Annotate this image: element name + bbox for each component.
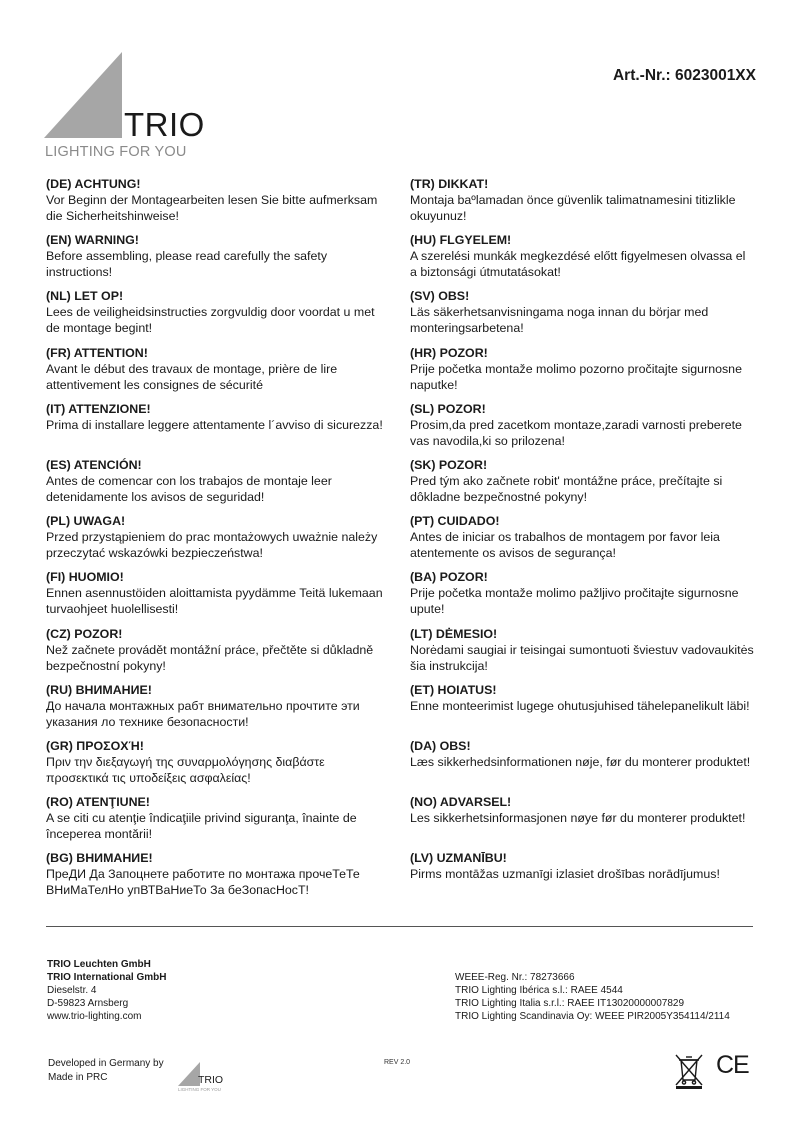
warning-text: Πριν την διεξαγωγή της συναρμολόγησης διαβάστε προσεκτικά τις υποδείξεις ασφαλείας! <box>46 754 325 785</box>
made-in: Made in PRC <box>48 1072 108 1083</box>
warning-heading: (NO) ADVARSEL! <box>410 795 512 810</box>
warnings-left-column <box>46 176 390 906</box>
warning-block <box>410 569 754 625</box>
warning-heading: (IT) ATTENZIONE! <box>46 401 151 416</box>
company-website[interactable]: www.trio-lighting.com <box>47 1011 142 1022</box>
warning-text: Les sikkerhetsinformasjonen nøye før du monterer produktet! <box>410 811 746 826</box>
warning-block <box>46 850 390 906</box>
registration-line: TRIO Lighting Ibérica s.l.: RAEE 4544 <box>455 985 623 996</box>
warning-block <box>46 738 390 794</box>
registration-line: TRIO Lighting Italia s.r.l.: RAEE IT13020000007829 <box>455 998 685 1009</box>
warning-heading: (TR) DIKKAT! <box>410 177 489 191</box>
warning-heading: (ES) ATENCIÓN! <box>46 457 142 472</box>
warning-block <box>46 232 390 288</box>
warning-block <box>410 682 754 738</box>
warning-block <box>46 401 390 457</box>
logo-tagline: LIGHTING FOR YOU <box>45 144 187 160</box>
warning-block <box>410 345 754 401</box>
warning-text: Norėdami saugiai ir teisingai sumontuoti šviestuv vadovaukitės šia instrukcija! <box>410 642 754 673</box>
warning-text: A szerelési munkák megkezdésé előtt figyelmesen olvassa el a biztonsági útmutatásokat! <box>410 249 746 280</box>
registration-numbers <box>455 971 752 1023</box>
warning-block <box>410 232 754 288</box>
warning-block <box>46 288 390 344</box>
developed-in: Developed in Germany by <box>48 1058 164 1069</box>
warning-heading: (FI) HUOMIO! <box>46 570 124 585</box>
warning-heading: (NL) LET OP! <box>46 289 124 304</box>
logo-word: TRIO <box>124 106 205 143</box>
warning-block <box>46 682 390 738</box>
ce-mark: CE <box>716 1051 749 1079</box>
warning-heading: (PT) CUIDADO! <box>410 514 500 529</box>
mini-logo-tagline: LIGHTING FOR YOU <box>178 1087 221 1092</box>
warning-block <box>46 176 390 232</box>
warning-heading: (HR) POZOR! <box>410 345 488 360</box>
registration-line: WEEE-Reg. Nr.: 78273666 <box>455 972 575 983</box>
revision-label: REV 2.0 <box>384 1059 411 1066</box>
warning-heading: (CZ) POZOR! <box>46 626 123 641</box>
warning-block <box>410 176 754 232</box>
warning-text: ПреДИ Да Запоцнете работите по монтажа прочеТеТе ВНиМаТелНо упВТВаНиеТо За беЗопасНосТ! <box>46 867 360 898</box>
warning-text: Prije početka montaže molimo pozorno pročitajte sigurnosne naputke! <box>410 361 742 392</box>
warnings-right-column <box>410 176 754 906</box>
company-city: D-59823 Arnsberg <box>47 998 129 1009</box>
warning-block <box>46 345 390 401</box>
warning-heading: (FR) ATTENTION! <box>46 345 148 360</box>
warning-heading: (DE) ACHTUNG! <box>46 177 141 191</box>
warning-block <box>410 738 754 794</box>
divider <box>46 926 753 927</box>
warning-text: До начала монтажных рабт внимательно прочтите эти указания ло технике безопасности! <box>46 698 360 729</box>
company-name-2: TRIO International GmbH <box>47 972 167 983</box>
warning-heading: (BG) ВНИМАНИЕ! <box>46 851 153 866</box>
warning-heading: (DA) OBS! <box>410 738 471 753</box>
warning-heading: (RU) ВНИМАНИЕ! <box>46 682 152 697</box>
warning-heading: (LV) UZMANĪBU! <box>410 851 507 866</box>
warning-block <box>410 626 754 682</box>
warning-heading: (EN) WARNING! <box>46 233 139 248</box>
warning-text: Vor Beginn der Montagearbeiten lesen Sie bitte aufmerksam die Sicherheitshinweise! <box>46 193 378 223</box>
warning-text: Before assembling, please read carefully the safety instructions! <box>46 249 328 280</box>
warning-block <box>46 794 390 850</box>
warning-block <box>410 457 754 513</box>
warning-heading: (RO) ATENŢIUNE! <box>46 795 150 810</box>
company-address <box>47 958 166 1023</box>
warning-heading: (GR) ΠΡΟΣΟΧΉ! <box>46 738 144 753</box>
warning-block <box>46 626 390 682</box>
warning-block <box>410 850 754 906</box>
warning-text: Lees de veiligheidsinstructies zorgvuldig door voordat u met de montage begint! <box>46 305 375 336</box>
warning-text: Avant le début des travaux de montage, prière de lire attentivement les consignes de sécurité <box>46 361 338 392</box>
warning-text: Antes de iniciar os trabalhos de montagem por favor leia atentemente os avisos de segurança! <box>410 530 720 561</box>
warning-heading: (BA) POZOR! <box>410 570 488 585</box>
warning-block <box>410 794 754 850</box>
warning-block <box>410 513 754 569</box>
warning-text: Enne monteerimist lugege ohutusjuhised tähelepanelikult läbi! <box>410 698 750 713</box>
warning-block <box>46 457 390 513</box>
warning-text: Läs säkerhetsanvisningama noga innan du börjar med monteringsarbetena! <box>410 305 709 336</box>
warning-text: Prima di installare leggere attentamente l´avviso di sicurezza! <box>46 417 383 432</box>
company-street: Dieselstr. 4 <box>47 985 97 996</box>
warning-text: Prosim,da pred zacetkom montaze,zaradi varnosti preberete vas navodila,ki so prilozena! <box>410 417 742 448</box>
warning-text: Ennen asennustöiden aloittamista pyydämme Teitä lukemaan turvaohjeet huolellisesti! <box>46 586 383 617</box>
company-name-1: TRIO Leuchten GmbH <box>47 959 151 970</box>
mini-logo-word: TRIO <box>198 1074 224 1086</box>
warning-text: Pirms montāžas uzmanīgi izlasiet drošības norādījumus! <box>410 867 720 882</box>
warning-text: A se citi cu atenţie îndicaţiile privind siguranţa, înainte de începerea montării! <box>46 811 357 842</box>
registration-line: TRIO Lighting Scandinavia Oy: WEEE PIR2005Y354114/2114 <box>455 1011 730 1022</box>
origin-info <box>48 1057 164 1085</box>
warning-block <box>46 513 390 569</box>
warning-heading: (SV) OBS! <box>410 289 470 304</box>
warning-text: Než začnete provádět montážní práce, přečtěte si důkladně bezpečnostní pokyny! <box>46 642 374 673</box>
warning-heading: (ET) HOIATUS! <box>410 682 497 697</box>
warning-text: Przed przystąpieniem do prac montażowych uważnie należy przeczytać wskazówki bezpieczeństwa! <box>46 530 378 561</box>
warning-block <box>46 569 390 625</box>
warning-block <box>410 401 754 457</box>
warning-heading: (SK) POZOR! <box>410 457 488 472</box>
warning-text: Montaja baºlamadan önce güvenlik talimatnamesini titizlikle okuyunuz! <box>410 193 736 223</box>
warning-text: Læs sikkerhedsinformationen nøje, før du monterer produktet! <box>410 754 751 769</box>
warning-heading: (SL) POZOR! <box>410 401 486 416</box>
weee-crossed-bin-icon <box>674 1052 704 1090</box>
warning-text: Prije početka montaže molimo pažljivo pročitajte sigurnosne upute! <box>410 586 739 617</box>
warning-text: Pred tým ako začnete robit' montážne práce, prečítajte si dôkladne bezpečnostné pokyny! <box>410 473 723 504</box>
warning-heading: (LT) DĖMESIO! <box>410 626 498 641</box>
warning-heading: (PL) UWAGA! <box>46 514 126 529</box>
warning-heading: (HU) FLGYELEM! <box>410 233 512 248</box>
warning-text: Antes de comencar con los trabajos de montaje leer detenidamente los avisos de seguridad! <box>46 473 332 504</box>
article-number: Art.-Nr.: 6023001XX <box>612 67 756 84</box>
warning-block <box>410 288 754 344</box>
